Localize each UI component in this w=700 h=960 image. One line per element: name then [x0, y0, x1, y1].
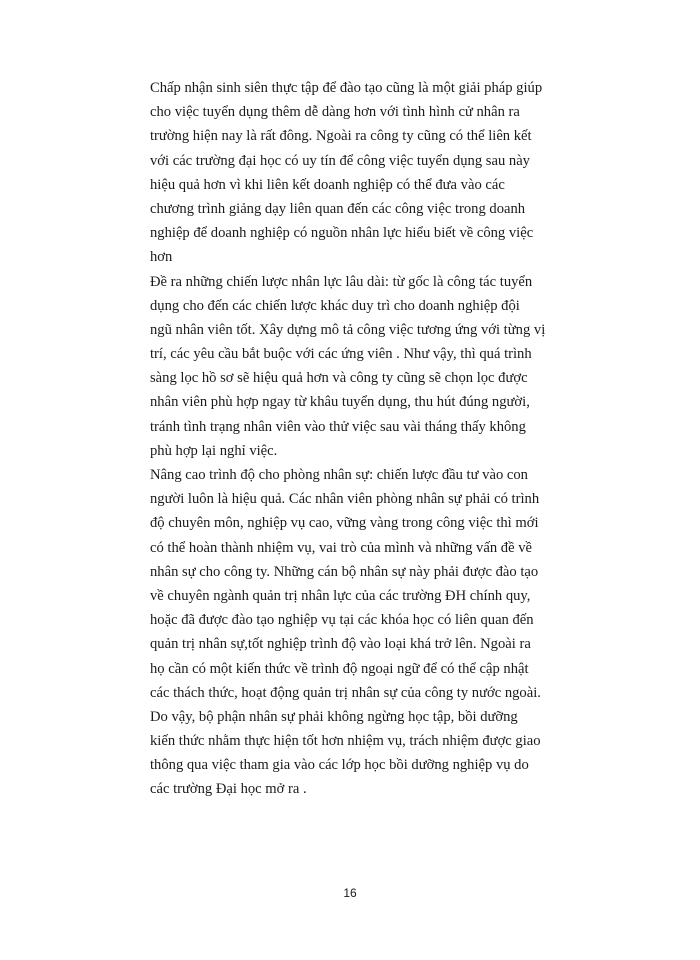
text-line: ngũ nhân viên tốt. Xây dựng mô tả công việc tương ứng với từng vị: [150, 321, 546, 338]
text-line: Do vậy, bộ phận nhân sự phải không ngừng học tập, bồi dưỡng: [150, 708, 518, 725]
paragraph-recruitment-internship: [150, 76, 580, 270]
text-line: nghiệp để doanh nghiệp có nguồn nhân lực hiểu biết về công việc: [150, 225, 534, 242]
text-line: quản trị nhân sự,tốt nghiệp trình độ vào loại khá trở lên. Ngoài ra: [150, 636, 531, 653]
text-line: hiệu quả hơn vì khi liên kết doanh nghiệp có thể đưa vào các: [150, 176, 505, 193]
text-line: kiến thức nhằm thực hiện tốt hơn nhiệm vụ, trách nhiệm được giao: [150, 733, 541, 750]
body-text: [150, 76, 580, 802]
text-line: độ chuyên môn, nghiệp vụ cao, vững vàng trong công việc thì mới: [150, 515, 539, 532]
text-line: sàng lọc hồ sơ sẽ hiệu quả hơn và công ty cũng sẽ chọn lọc được: [150, 370, 528, 387]
text-line: phù hợp lại nghỉ việc.: [150, 442, 278, 459]
text-line: các trường Đại học mở ra .: [150, 781, 307, 798]
text-line: thông qua việc tham gia vào các lớp học bồi dưỡng nghiệp vụ do: [150, 757, 529, 774]
text-line: với các trường đại học có uy tín để công việc tuyển dụng sau này: [150, 152, 530, 169]
text-line: dụng cho đến các chiến lược khác duy trì cho doanh nghiệp đội: [150, 297, 520, 314]
text-line: nhân sự cho công ty. Những cán bộ nhân sự này phải được đào tạo: [150, 563, 539, 580]
text-line: trí, các yêu cầu bắt buộc với các ứng viên . Như vậy, thì quá trình: [150, 346, 532, 363]
text-line: chương trình giảng dạy liên quan đến các công việc trong doanh: [150, 200, 526, 217]
text-line: hoặc đã được đào tạo nghiệp vụ tại các khóa học có liên quan đến: [150, 612, 534, 629]
text-line: trường hiện nay là rất đông. Ngoài ra công ty cũng có thể liên kết: [150, 128, 532, 145]
text-line: nhân viên phù hợp ngay từ khâu tuyển dụng, thu hút đúng người,: [150, 394, 530, 411]
page-number: 16: [343, 886, 357, 900]
text-line: Chấp nhận sinh siên thực tập để đào tạo cũng là một giải pháp giúp: [150, 80, 543, 96]
text-line: về chuyên ngành quản trị nhân lực của các trường ĐH chính quy,: [150, 587, 531, 604]
paragraph-hr-training: [150, 463, 580, 802]
text-line: Đề ra những chiến lược nhân lực lâu dài: từ gốc là công tác tuyển: [150, 273, 533, 290]
text-line: các thách thức, hoạt động quản trị nhân sự của công ty nước ngoài.: [150, 684, 541, 701]
text-line: có thể hoàn thành nhiệm vụ, vai trò của mình và những vấn đề về: [150, 539, 532, 556]
text-line: tránh tình trạng nhân viên vào thử việc sau vài tháng thấy không: [150, 418, 526, 435]
text-line: họ cần có một kiến thức về trình độ ngoại ngữ để có thể cập nhật: [150, 660, 529, 677]
text-line: cho việc tuyển dụng thêm dễ dàng hơn với tình hình cử nhân ra: [150, 104, 520, 121]
text-line: người luôn là hiệu quả. Các nhân viên phòng nhân sự phải có trình: [150, 491, 540, 508]
text-line: hơn: [150, 249, 173, 266]
paragraph-long-term-strategy: [150, 270, 580, 464]
text-line: Nâng cao trình độ cho phòng nhân sự: chiến lược đầu tư vào con: [150, 467, 528, 483]
